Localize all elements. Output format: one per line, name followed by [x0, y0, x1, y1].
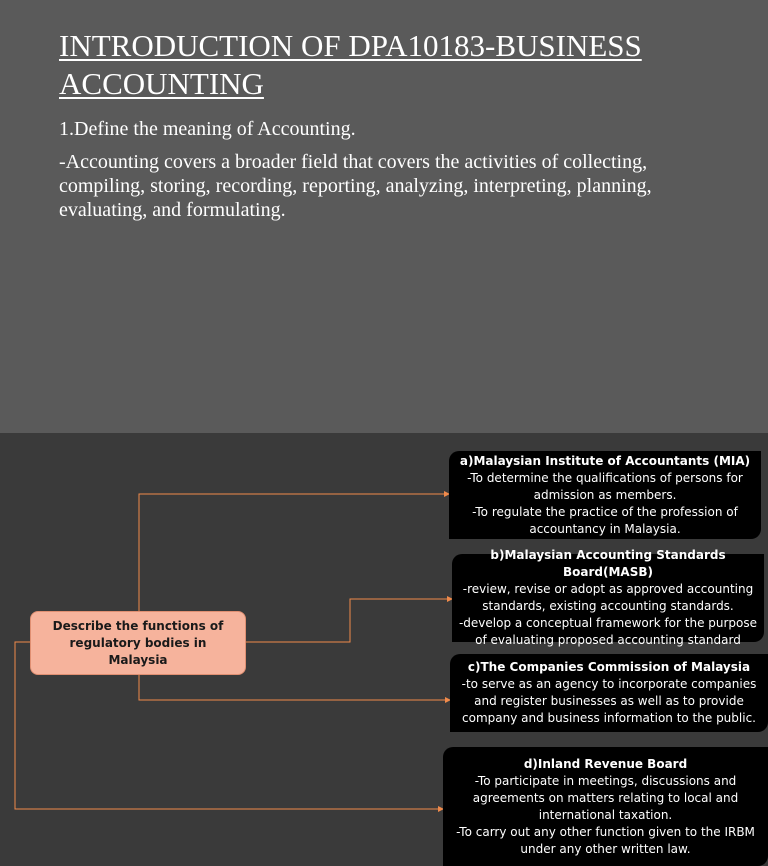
node-ccm-title: c)The Companies Commission of Malaysia	[467, 660, 751, 674]
node-irb-line-2: -To carry out any other function given to the IRBM under any other written law.	[456, 824, 755, 856]
connector-c	[139, 675, 450, 700]
node-masb-line-2: -develop a conceptual framework for the purpose of evaluating proposed accounting standard	[458, 616, 758, 647]
node-irb-line-1: -To participate in meetings, discussions and agreements on matters relating to local and international taxation.	[472, 773, 739, 822]
node-ccm	[450, 654, 768, 732]
node-masb-title: b)Malaysian Accounting Standards Board(MASB)	[490, 548, 726, 579]
node-ccm-line-1: -to serve as an agency to incorporate companies and register businesses as well as to provide company and business information to the public.	[461, 677, 757, 725]
connector-b	[246, 599, 452, 642]
question-text: 1.Define the meaning of Accounting.	[59, 118, 356, 140]
node-irb-title: d)Inland Revenue Board	[523, 756, 688, 771]
slide-title: INTRODUCTION OF DPA10183-BUSINESS ACCOUNTING	[59, 28, 642, 101]
node-mia-title: a)Malaysian Institute of Accountants (MIA)	[459, 453, 751, 468]
node-masb	[452, 548, 764, 647]
answer-text: -Accounting covers a broader field that covers the activities of collecting, compiling, storing, recording, reporting, analyzing, interpreting, planning, evaluating, and formulating.	[59, 151, 652, 221]
connector-a	[139, 494, 449, 611]
node-mia-line-1: -To determine the qualifications of persons for admission as members.	[467, 470, 743, 502]
node-masb-line-1: -review, revise or adopt as approved accounting standards, existing accounting standards.	[462, 582, 754, 613]
center-topic-box: Describe the functions of regulatory bodies in Malaysia	[30, 611, 246, 675]
node-irb	[443, 747, 768, 866]
node-mia	[449, 451, 761, 539]
slide-regulatory-diagram	[0, 433, 768, 866]
node-mia-line-2: -To regulate the practice of the profession of accountancy in Malaysia.	[472, 504, 738, 536]
